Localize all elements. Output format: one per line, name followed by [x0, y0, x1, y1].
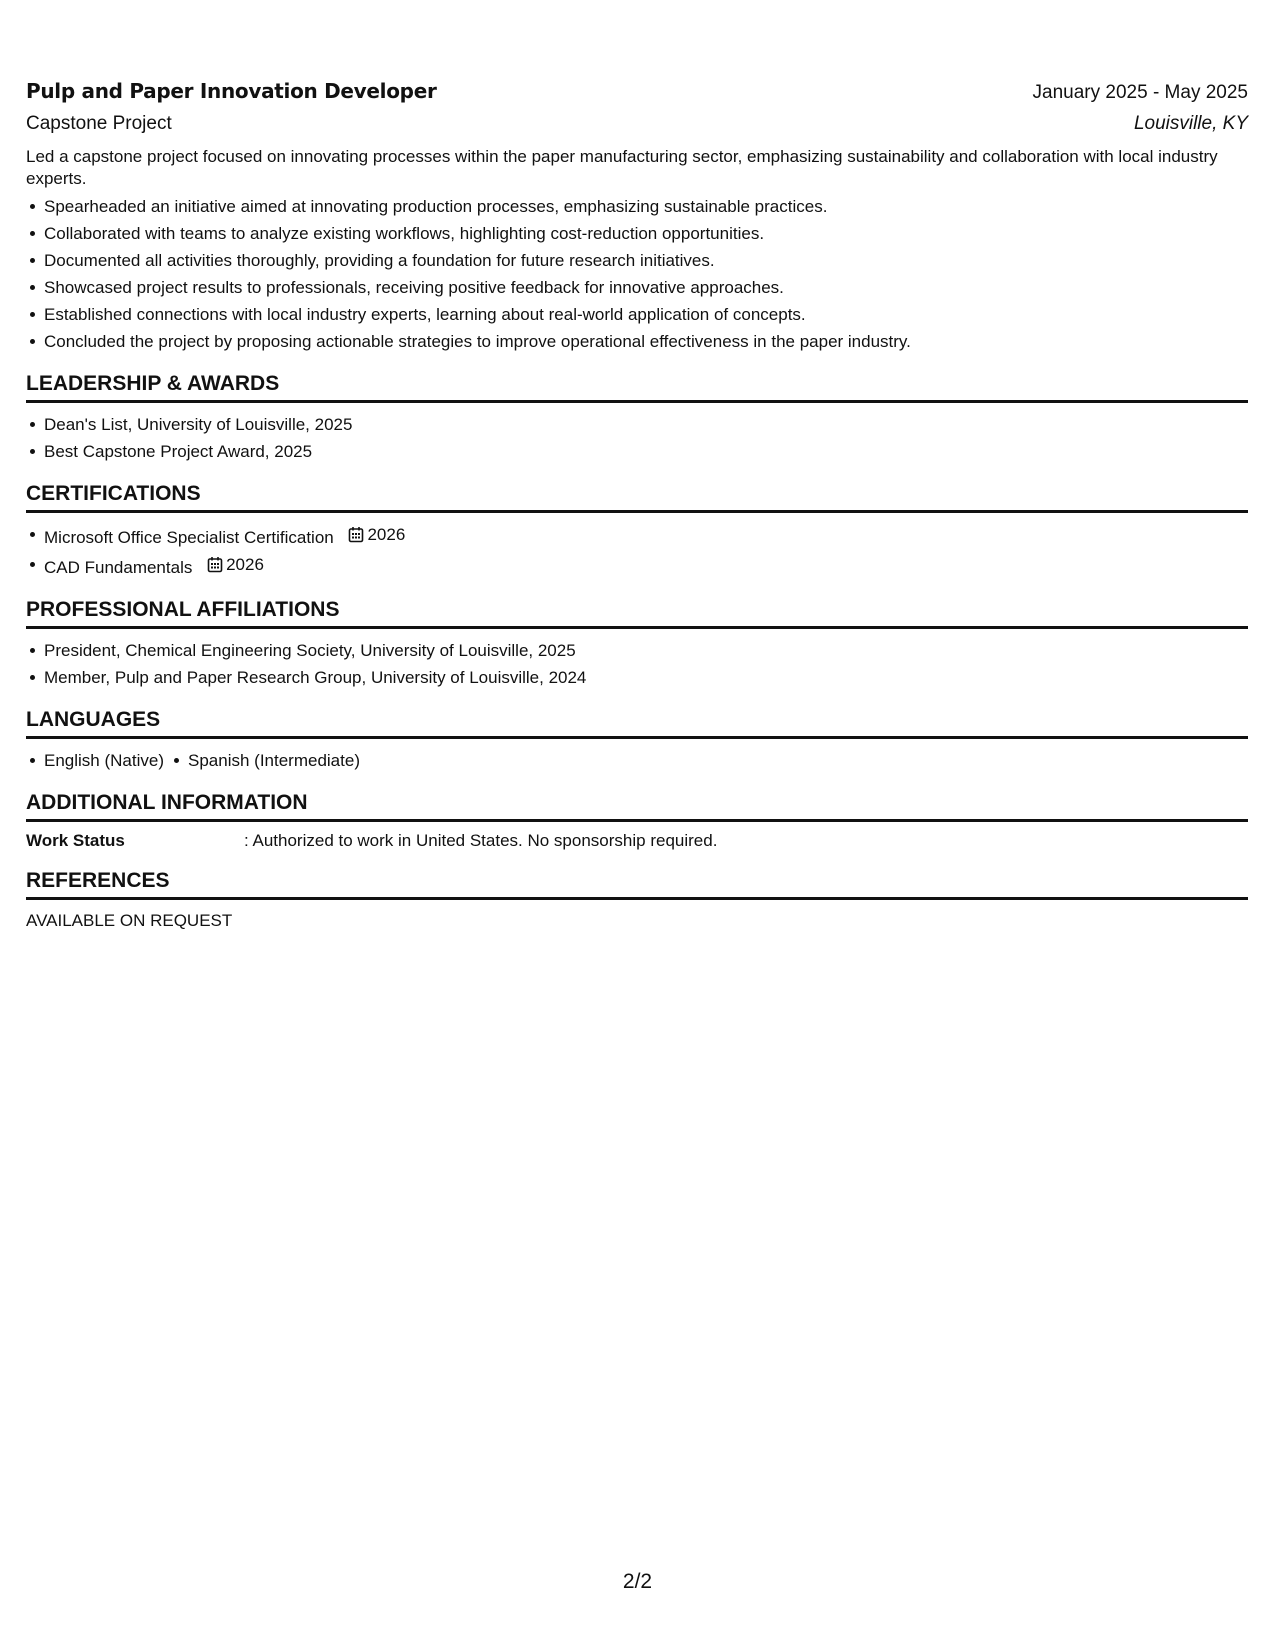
job-bullet: Concluded the project by proposing actionable strategies to improve operational effectiveness in the paper industry. — [44, 328, 1248, 355]
certification-item — [44, 521, 1248, 551]
language-item: English (Native) — [44, 747, 164, 774]
award-item: Best Capstone Project Award, 2025 — [44, 438, 1248, 465]
job-bullet: Showcased project results to professionals, receiving positive feedback for innovative approaches. — [44, 274, 1248, 301]
certification-year: 2026 — [367, 525, 406, 544]
section-title-leadership: LEADERSHIP & AWARDS — [26, 370, 1248, 403]
leadership-section — [26, 370, 1248, 465]
experience-header — [26, 76, 1248, 108]
calendar-icon — [348, 526, 364, 543]
section-title-certifications: CERTIFICATIONS — [26, 480, 1248, 513]
job-location: Louisville, KY — [1133, 113, 1248, 134]
job-bullet: Collaborated with teams to analyze existing workflows, highlighting cost-reduction opportunities. — [44, 220, 1248, 247]
additional-info-section — [26, 789, 1248, 852]
calendar-icon — [207, 556, 223, 573]
certification-date — [207, 551, 264, 578]
experience-subheader — [26, 110, 1248, 138]
section-title-affiliations: PROFESSIONAL AFFILIATIONS — [26, 596, 1248, 629]
section-title-additional: ADDITIONAL INFORMATION — [26, 789, 1248, 822]
certifications-section — [26, 480, 1248, 581]
work-status-row — [26, 830, 1248, 852]
languages-section — [26, 706, 1248, 774]
award-item: Dean's List, University of Louisville, 2025 — [44, 411, 1248, 438]
certification-name: CAD Fundamentals — [44, 558, 193, 577]
certification-date — [348, 521, 405, 548]
affiliation-item: President, Chemical Engineering Society, University of Louisville, 2025 — [44, 637, 1248, 664]
resume-page — [26, 76, 1248, 932]
page-number: 2/2 — [622, 1570, 653, 1593]
leadership-list — [26, 411, 1248, 465]
work-status-value: : Authorized to work in United States. No sponsorship required. — [244, 831, 718, 850]
certification-name: Microsoft Office Specialist Certification — [44, 528, 334, 547]
job-bullet: Established connections with local industry experts, learning about real-world application of concepts. — [44, 301, 1248, 328]
experience-entry — [26, 76, 1248, 355]
affiliations-section — [26, 596, 1248, 691]
job-dates: January 2025 - May 2025 — [1032, 82, 1248, 103]
certifications-list — [26, 521, 1248, 581]
references-text: AVAILABLE ON REQUEST — [26, 911, 233, 930]
job-organization: Capstone Project — [26, 113, 172, 134]
work-status-label: Work Status — [26, 831, 125, 850]
language-item: Spanish (Intermediate) — [188, 747, 360, 774]
job-bullet: Spearheaded an initiative aimed at innovating production processes, emphasizing sustainable practices. — [44, 193, 1248, 220]
certification-item — [44, 551, 1248, 581]
affiliation-item: Member, Pulp and Paper Research Group, University of Louisville, 2024 — [44, 664, 1248, 691]
job-bullet: Documented all activities thoroughly, providing a foundation for future research initiatives. — [44, 247, 1248, 274]
job-bullet-list — [26, 193, 1248, 355]
section-title-references: REFERENCES — [26, 867, 1248, 900]
affiliations-list — [26, 637, 1248, 691]
references-section — [26, 867, 1248, 932]
section-title-languages: LANGUAGES — [26, 706, 1248, 739]
languages-list — [26, 747, 1248, 774]
certification-year: 2026 — [226, 555, 264, 574]
job-title: Pulp and Paper Innovation Developer — [26, 79, 437, 103]
job-description: Led a capstone project focused on innovating processes within the paper manufacturing sector, emphasizing sustainability and collaboration with local industry experts. — [26, 147, 1218, 188]
